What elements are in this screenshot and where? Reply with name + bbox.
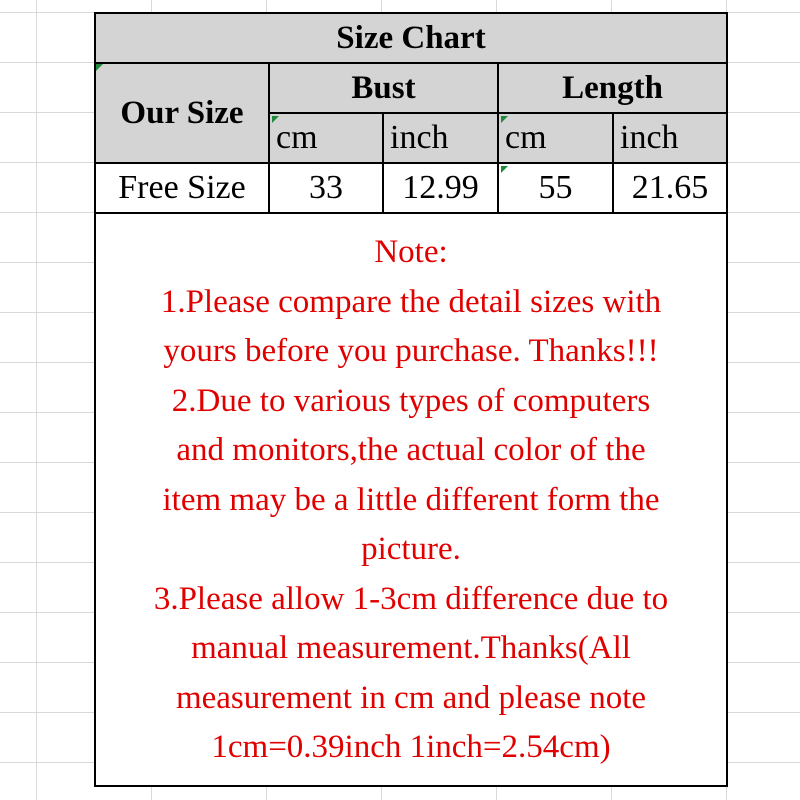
size-chart-sheet: [94, 12, 728, 787]
length-header: Length: [499, 64, 726, 114]
note-line: measurement in cm and please note: [175, 679, 647, 716]
note-line: 2.Due to various types of computers: [171, 382, 651, 419]
cell-marker-icon: [272, 116, 279, 123]
note-line: manual measurement.Thanks(All: [191, 630, 631, 666]
note-heading: Note:: [374, 234, 448, 270]
note-block: [96, 228, 726, 773]
bust-header: Bust: [270, 64, 499, 114]
note-line: yours before you purchase. Thanks!!!: [163, 333, 659, 369]
note-line: 1cm=0.39inch 1inch=2.54cm): [211, 729, 611, 765]
length-cm-cell: 55: [499, 164, 614, 214]
bust-cm-cell: 33: [270, 164, 384, 214]
bust-cm-header: cm: [270, 114, 384, 164]
length-cm-header: cm: [499, 114, 614, 164]
note-line: 1.Please compare the detail sizes with: [160, 283, 662, 320]
note-line: picture.: [361, 531, 461, 567]
length-inch-header: inch: [614, 114, 726, 164]
cell-marker-icon: [501, 116, 508, 123]
length-inch-cell: 21.65: [614, 164, 726, 214]
note-line: 3.Please allow 1-3cm difference due to: [153, 580, 669, 617]
cell-marker-icon: [501, 166, 508, 173]
size-chart-title: Size Chart: [96, 14, 726, 64]
size-cell: Free Size: [96, 164, 270, 214]
note-line: item may be a little different form the: [162, 481, 660, 518]
bust-inch-cell: 12.99: [384, 164, 499, 214]
note-line: and monitors,the actual color of the: [176, 432, 646, 468]
our-size-header: Our Size: [96, 64, 270, 164]
cell-marker-icon: [96, 64, 103, 71]
bust-inch-header: inch: [384, 114, 499, 164]
